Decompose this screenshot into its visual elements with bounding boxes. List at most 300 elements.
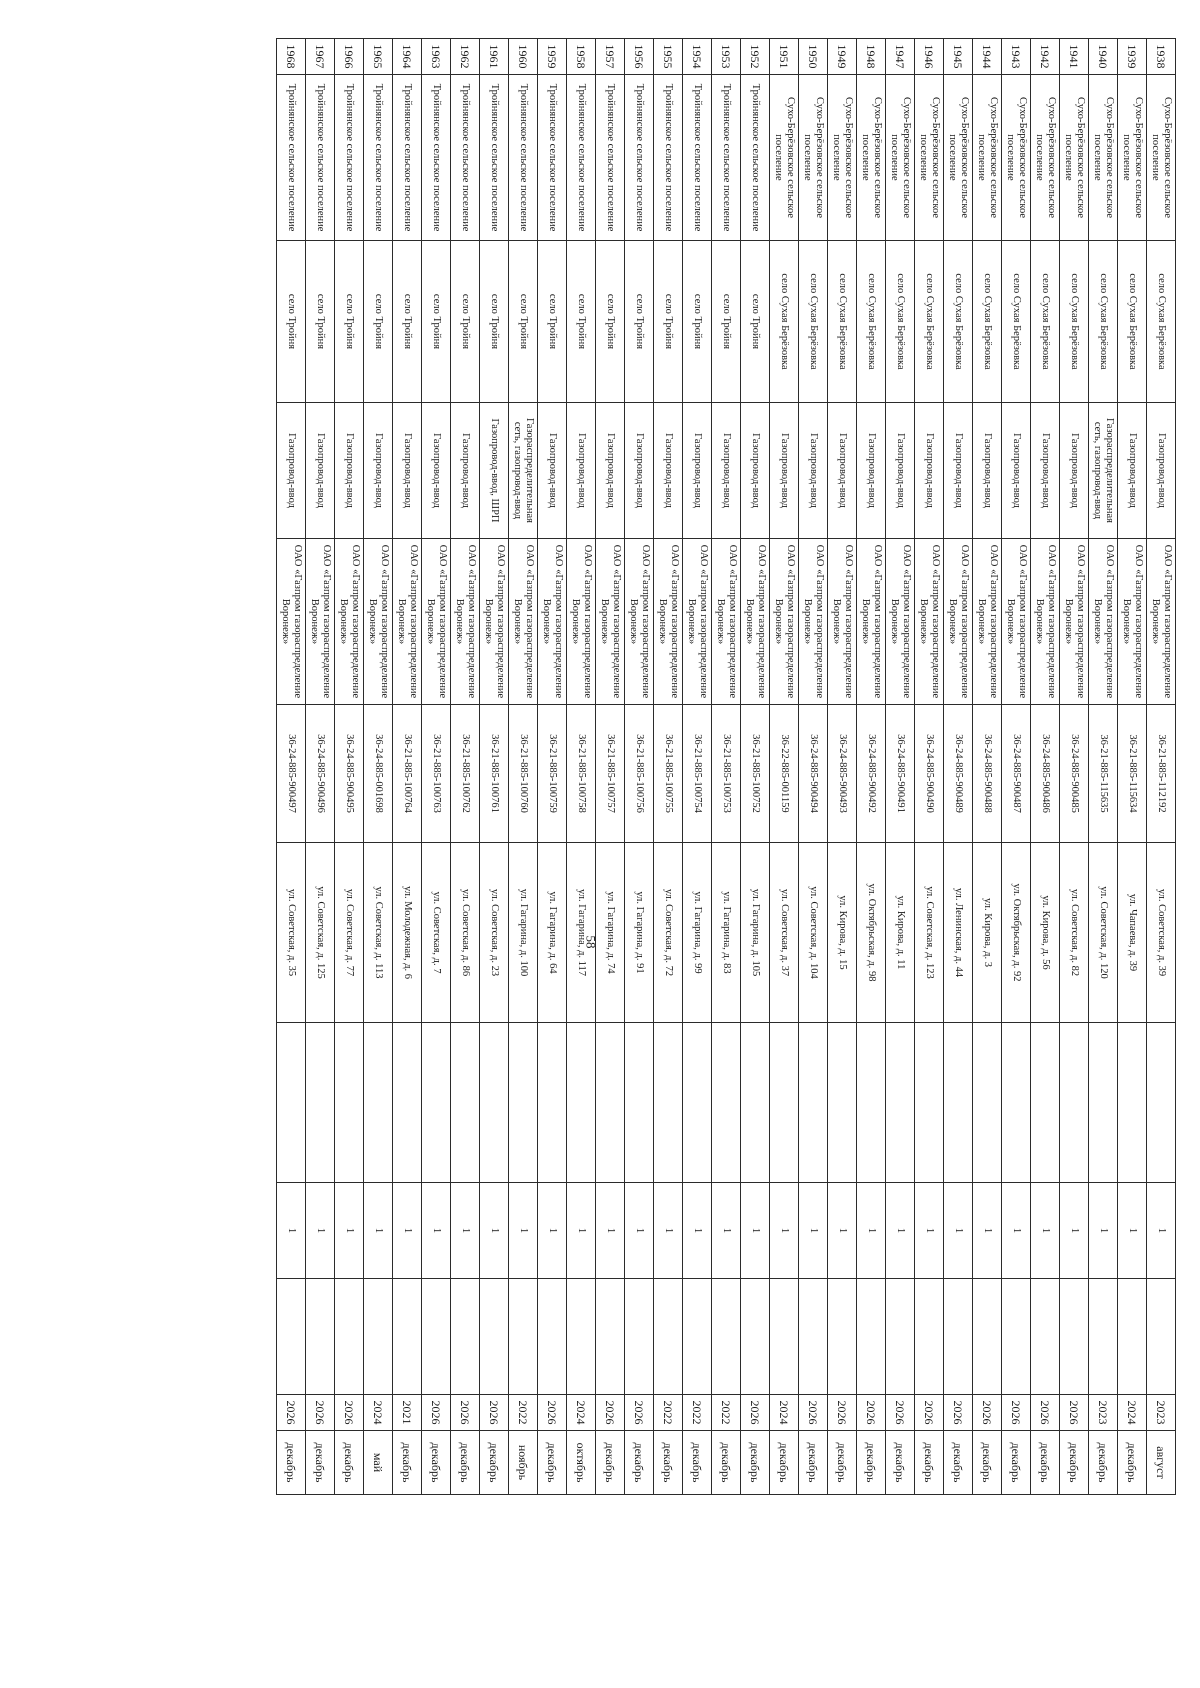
object-cell: Газопровод-ввод: [277, 403, 306, 539]
month-cell: декабрь: [1060, 1431, 1089, 1495]
owner-cell: ОАО «Газпром газораспределение Воронеж»: [306, 539, 335, 705]
address-cell: ул. Советская, д. 123: [915, 843, 944, 1023]
table-row: [393, 39, 422, 1495]
blank-cell: [1060, 1279, 1089, 1395]
table-row: [828, 39, 857, 1495]
row-number: 1943: [1002, 39, 1031, 75]
village-cell: село Тройня: [596, 241, 625, 403]
table-row: [1147, 39, 1176, 1495]
year-cell: 2026: [596, 1395, 625, 1431]
settlement-cell: Тройнянское сельское поселение: [683, 75, 712, 241]
blank-cell: [944, 1279, 973, 1395]
month-cell: декабрь: [451, 1431, 480, 1495]
year-cell: 2026: [538, 1395, 567, 1431]
row-number: 1955: [654, 39, 683, 75]
year-cell: 2026: [625, 1395, 654, 1431]
cadastral-number-cell: 36-24-885-900488: [973, 705, 1002, 843]
month-cell: декабрь: [1002, 1431, 1031, 1495]
table-row: [480, 39, 509, 1495]
extra-cell: [683, 1023, 712, 1183]
month-cell: декабрь: [277, 1431, 306, 1495]
settlement-cell: Тройнянское сельское поселение: [654, 75, 683, 241]
year-cell: 2026: [422, 1395, 451, 1431]
settlement-cell: Тройнянское сельское поселение: [335, 75, 364, 241]
object-cell: Газопровод-ввод: [770, 403, 799, 539]
owner-cell: ОАО «Газпром газораспределение Воронеж»: [857, 539, 886, 705]
cadastral-number-cell: 36-21-885-100757: [596, 705, 625, 843]
row-number: 1963: [422, 39, 451, 75]
object-cell: Газопровод-ввод: [1118, 403, 1147, 539]
village-cell: село Сухая Берёзовка: [973, 241, 1002, 403]
count-cell: 1: [1031, 1183, 1060, 1279]
table-row: [799, 39, 828, 1495]
settlement-cell: Тройнянское сельское поселение: [538, 75, 567, 241]
table-row: [596, 39, 625, 1495]
month-cell: октябрь: [567, 1431, 596, 1495]
table-row: [364, 39, 393, 1495]
cadastral-number-cell: 36-24-885-900490: [915, 705, 944, 843]
cadastral-number-cell: 36-24-885-900487: [1002, 705, 1031, 843]
row-number: 1954: [683, 39, 712, 75]
address-cell: ул. Гагарина, д. 117: [567, 843, 596, 1023]
month-cell: декабрь: [712, 1431, 741, 1495]
owner-cell: ОАО «Газпром газораспределение Воронеж»: [915, 539, 944, 705]
row-number: 1946: [915, 39, 944, 75]
object-cell: Газопровод-ввод: [422, 403, 451, 539]
object-cell: Газопровод-ввод: [683, 403, 712, 539]
address-cell: ул. Советская, д. 82: [1060, 843, 1089, 1023]
count-cell: 1: [944, 1183, 973, 1279]
extra-cell: [886, 1023, 915, 1183]
month-cell: декабрь: [915, 1431, 944, 1495]
count-cell: 1: [886, 1183, 915, 1279]
object-cell: Газопровод-ввод: [654, 403, 683, 539]
extra-cell: [712, 1023, 741, 1183]
village-cell: село Тройня: [335, 241, 364, 403]
count-cell: 1: [654, 1183, 683, 1279]
settlement-cell: Сухо-Берёзовское сельское поселение: [1147, 75, 1176, 241]
extra-cell: [1089, 1023, 1118, 1183]
blank-cell: [683, 1279, 712, 1395]
row-number: 1967: [306, 39, 335, 75]
owner-cell: ОАО «Газпром газораспределение Воронеж»: [451, 539, 480, 705]
blank-cell: [886, 1279, 915, 1395]
village-cell: село Сухая Берёзовка: [1060, 241, 1089, 403]
year-cell: 2022: [509, 1395, 538, 1431]
blank-cell: [422, 1279, 451, 1395]
village-cell: село Сухая Берёзовка: [799, 241, 828, 403]
count-cell: 1: [480, 1183, 509, 1279]
owner-cell: ОАО «Газпром газораспределение Воронеж»: [712, 539, 741, 705]
settlement-cell: Тройнянское сельское поселение: [712, 75, 741, 241]
row-number: 1953: [712, 39, 741, 75]
month-cell: декабрь: [944, 1431, 973, 1495]
settlement-cell: Сухо-Берёзовское сельское поселение: [770, 75, 799, 241]
cadastral-number-cell: 36-21-885-100752: [741, 705, 770, 843]
blank-cell: [770, 1279, 799, 1395]
month-cell: май: [364, 1431, 393, 1495]
blank-cell: [509, 1279, 538, 1395]
row-number: 1945: [944, 39, 973, 75]
table-row: [306, 39, 335, 1495]
year-cell: 2026: [741, 1395, 770, 1431]
cadastral-number-cell: 36-21-885-100756: [625, 705, 654, 843]
extra-cell: [654, 1023, 683, 1183]
address-cell: ул. Советская, д. 35: [277, 843, 306, 1023]
count-cell: 1: [335, 1183, 364, 1279]
year-cell: 2026: [1060, 1395, 1089, 1431]
village-cell: село Сухая Берёзовка: [857, 241, 886, 403]
blank-cell: [538, 1279, 567, 1395]
month-cell: декабрь: [1089, 1431, 1118, 1495]
object-cell: Газопровод-ввод: [306, 403, 335, 539]
owner-cell: ОАО «Газпром газораспределение Воронеж»: [944, 539, 973, 705]
year-cell: 2026: [973, 1395, 1002, 1431]
month-cell: декабрь: [480, 1431, 509, 1495]
extra-cell: [1031, 1023, 1060, 1183]
count-cell: 1: [799, 1183, 828, 1279]
month-cell: декабрь: [683, 1431, 712, 1495]
object-cell: Газопровод-ввод: [1031, 403, 1060, 539]
cadastral-number-cell: 36-24-885-900496: [306, 705, 335, 843]
object-cell: Газопровод-ввод: [567, 403, 596, 539]
cadastral-number-cell: 36-21-885-100760: [509, 705, 538, 843]
count-cell: 1: [277, 1183, 306, 1279]
month-cell: декабрь: [422, 1431, 451, 1495]
count-cell: 1: [973, 1183, 1002, 1279]
count-cell: 1: [741, 1183, 770, 1279]
village-cell: село Тройня: [712, 241, 741, 403]
blank-cell: [915, 1279, 944, 1395]
owner-cell: ОАО «Газпром газораспределение Воронеж»: [799, 539, 828, 705]
row-number: 1956: [625, 39, 654, 75]
month-cell: декабрь: [741, 1431, 770, 1495]
year-cell: 2023: [1147, 1395, 1176, 1431]
blank-cell: [625, 1279, 654, 1395]
extra-cell: [973, 1023, 1002, 1183]
cadastral-number-cell: 36-24-885-900485: [1060, 705, 1089, 843]
owner-cell: ОАО «Газпром газораспределение Воронеж»: [683, 539, 712, 705]
month-cell: декабрь: [799, 1431, 828, 1495]
year-cell: 2026: [1002, 1395, 1031, 1431]
month-cell: декабрь: [973, 1431, 1002, 1495]
owner-cell: ОАО «Газпром газораспределение Воронеж»: [1031, 539, 1060, 705]
address-cell: ул. Советская, д. 113: [364, 843, 393, 1023]
settlement-cell: Сухо-Берёзовское сельское поселение: [944, 75, 973, 241]
object-cell: Газопровод-ввод: [741, 403, 770, 539]
cadastral-number-cell: 36-21-885-100754: [683, 705, 712, 843]
month-cell: ноябрь: [509, 1431, 538, 1495]
settlement-cell: Тройнянское сельское поселение: [364, 75, 393, 241]
cadastral-number-cell: 36-21-885-100763: [422, 705, 451, 843]
address-cell: ул. Советская, д. 39: [1147, 843, 1176, 1023]
settlement-cell: Тройнянское сельское поселение: [480, 75, 509, 241]
village-cell: село Тройня: [277, 241, 306, 403]
count-cell: 1: [1002, 1183, 1031, 1279]
blank-cell: [393, 1279, 422, 1395]
owner-cell: ОАО «Газпром газораспределение Воронеж»: [509, 539, 538, 705]
month-cell: август: [1147, 1431, 1176, 1495]
village-cell: село Тройня: [654, 241, 683, 403]
table-row: [886, 39, 915, 1495]
object-cell: Газопровод-ввод: [886, 403, 915, 539]
owner-cell: ОАО «Газпром газораспределение Воронеж»: [741, 539, 770, 705]
cadastral-number-cell: 36-24-885-900495: [335, 705, 364, 843]
cadastral-number-cell: 36-21-885-115635: [1089, 705, 1118, 843]
settlement-cell: Тройнянское сельское поселение: [306, 75, 335, 241]
owner-cell: ОАО «Газпром газораспределение Воронеж»: [828, 539, 857, 705]
village-cell: село Сухая Берёзовка: [886, 241, 915, 403]
year-cell: 2024: [364, 1395, 393, 1431]
cadastral-number-cell: 36-21-885-100753: [712, 705, 741, 843]
object-cell: Газораспределительная сеть, газопровод-ввод: [1089, 403, 1118, 539]
table-row: [538, 39, 567, 1495]
cadastral-number-cell: 36-24-885-900494: [799, 705, 828, 843]
month-cell: декабрь: [857, 1431, 886, 1495]
extra-cell: [741, 1023, 770, 1183]
extra-cell: [422, 1023, 451, 1183]
extra-cell: [451, 1023, 480, 1183]
blank-cell: [654, 1279, 683, 1395]
address-cell: ул. Молодежная, д. 6: [393, 843, 422, 1023]
blank-cell: [1002, 1279, 1031, 1395]
settlement-cell: Тройнянское сельское поселение: [596, 75, 625, 241]
year-cell: 2026: [451, 1395, 480, 1431]
object-cell: Газопровод-ввод: [828, 403, 857, 539]
address-cell: ул. Советская, д. 7: [422, 843, 451, 1023]
object-cell: Газопровод-ввод: [1147, 403, 1176, 539]
year-cell: 2024: [567, 1395, 596, 1431]
blank-cell: [799, 1279, 828, 1395]
settlement-cell: Тройнянское сельское поселение: [625, 75, 654, 241]
blank-cell: [1089, 1279, 1118, 1395]
address-cell: ул. Гагарина, д. 100: [509, 843, 538, 1023]
row-number: 1957: [596, 39, 625, 75]
count-cell: 1: [1147, 1183, 1176, 1279]
address-cell: ул. Советская, д. 104: [799, 843, 828, 1023]
cadastral-number-cell: 36-24-885-900489: [944, 705, 973, 843]
table-row: [625, 39, 654, 1495]
address-cell: ул. Кирова, д. 11: [886, 843, 915, 1023]
object-cell: Газопровод-ввод: [451, 403, 480, 539]
village-cell: село Сухая Берёзовка: [1147, 241, 1176, 403]
count-cell: 1: [364, 1183, 393, 1279]
extra-cell: [596, 1023, 625, 1183]
settlement-cell: Сухо-Берёзовское сельское поселение: [799, 75, 828, 241]
table-row: [944, 39, 973, 1495]
village-cell: село Сухая Берёзовка: [1031, 241, 1060, 403]
village-cell: село Тройня: [741, 241, 770, 403]
object-cell: Газопровод-ввод: [1060, 403, 1089, 539]
blank-cell: [335, 1279, 364, 1395]
row-number: 1942: [1031, 39, 1060, 75]
owner-cell: ОАО «Газпром газораспределение Воронеж»: [625, 539, 654, 705]
count-cell: 1: [567, 1183, 596, 1279]
village-cell: село Сухая Берёзовка: [770, 241, 799, 403]
object-cell: Газопровод-ввод: [944, 403, 973, 539]
count-cell: 1: [1118, 1183, 1147, 1279]
row-number: 1958: [567, 39, 596, 75]
cadastral-number-cell: 36-21-885-115634: [1118, 705, 1147, 843]
month-cell: декабрь: [886, 1431, 915, 1495]
extra-cell: [799, 1023, 828, 1183]
village-cell: село Тройня: [567, 241, 596, 403]
blank-cell: [1118, 1279, 1147, 1395]
count-cell: 1: [712, 1183, 741, 1279]
cadastral-number-cell: 36-24-885-900497: [277, 705, 306, 843]
row-number: 1960: [509, 39, 538, 75]
cadastral-number-cell: 36-21-885-100764: [393, 705, 422, 843]
settlement-cell: Тройнянское сельское поселение: [567, 75, 596, 241]
row-number: 1939: [1118, 39, 1147, 75]
year-cell: 2024: [1118, 1395, 1147, 1431]
count-cell: 1: [683, 1183, 712, 1279]
blank-cell: [712, 1279, 741, 1395]
row-number: 1952: [741, 39, 770, 75]
object-cell: Газопровод-ввод: [393, 403, 422, 539]
year-cell: 2022: [683, 1395, 712, 1431]
object-cell: Газораспределительная сеть, газопровод-ввод: [509, 403, 538, 539]
cadastral-number-cell: 36-21-885-100759: [538, 705, 567, 843]
settlement-cell: Сухо-Берёзовское сельское поселение: [828, 75, 857, 241]
row-number: 1938: [1147, 39, 1176, 75]
cadastral-number-cell: 36-21-885-100762: [451, 705, 480, 843]
extra-cell: [770, 1023, 799, 1183]
owner-cell: ОАО «Газпром газораспределение Воронеж»: [538, 539, 567, 705]
village-cell: село Тройня: [393, 241, 422, 403]
count-cell: 1: [538, 1183, 567, 1279]
row-number: 1949: [828, 39, 857, 75]
village-cell: село Сухая Берёзовка: [828, 241, 857, 403]
village-cell: село Тройня: [538, 241, 567, 403]
extra-cell: [364, 1023, 393, 1183]
owner-cell: ОАО «Газпром газораспределение Воронеж»: [1002, 539, 1031, 705]
year-cell: 2022: [712, 1395, 741, 1431]
owner-cell: ОАО «Газпром газораспределение Воронеж»: [364, 539, 393, 705]
object-cell: Газопровод-ввод: [335, 403, 364, 539]
settlement-cell: Сухо-Берёзовское сельское поселение: [915, 75, 944, 241]
owner-cell: ОАО «Газпром газораспределение Воронеж»: [335, 539, 364, 705]
address-cell: ул. Кирова, д. 56: [1031, 843, 1060, 1023]
settlement-cell: Тройнянское сельское поселение: [451, 75, 480, 241]
settlement-cell: Тройнянское сельское поселение: [741, 75, 770, 241]
table-row: [451, 39, 480, 1495]
row-number: 1951: [770, 39, 799, 75]
year-cell: 2024: [770, 1395, 799, 1431]
extra-cell: [277, 1023, 306, 1183]
table-row: [567, 39, 596, 1495]
owner-cell: ОАО «Газпром газораспределение Воронеж»: [1118, 539, 1147, 705]
address-cell: ул. Гагарина, д. 64: [538, 843, 567, 1023]
count-cell: 1: [915, 1183, 944, 1279]
settlement-cell: Тройнянское сельское поселение: [509, 75, 538, 241]
blank-cell: [306, 1279, 335, 1395]
table-row: [741, 39, 770, 1495]
count-cell: 1: [451, 1183, 480, 1279]
year-cell: 2026: [828, 1395, 857, 1431]
owner-cell: ОАО «Газпром газораспределение Воронеж»: [1147, 539, 1176, 705]
count-cell: 1: [770, 1183, 799, 1279]
blank-cell: [1147, 1279, 1176, 1395]
address-cell: ул. Ленинская, д. 44: [944, 843, 973, 1023]
extra-cell: [335, 1023, 364, 1183]
month-cell: декабрь: [625, 1431, 654, 1495]
table-row: [857, 39, 886, 1495]
row-number: 1961: [480, 39, 509, 75]
table-row: [712, 39, 741, 1495]
table-row: [973, 39, 1002, 1495]
row-number: 1966: [335, 39, 364, 75]
extra-cell: [1147, 1023, 1176, 1183]
village-cell: село Тройня: [306, 241, 335, 403]
year-cell: 2026: [799, 1395, 828, 1431]
owner-cell: ОАО «Газпром газораспределение Воронеж»: [1060, 539, 1089, 705]
address-cell: ул. Октябрьская, д. 98: [857, 843, 886, 1023]
row-number: 1944: [973, 39, 1002, 75]
address-cell: ул. Советская, д. 125: [306, 843, 335, 1023]
row-number: 1959: [538, 39, 567, 75]
address-cell: ул. Чапаева, д. 39: [1118, 843, 1147, 1023]
extra-cell: [1060, 1023, 1089, 1183]
count-cell: 1: [596, 1183, 625, 1279]
settlement-cell: Сухо-Берёзовское сельское поселение: [1118, 75, 1147, 241]
cadastral-number-cell: 36-24-885-001698: [364, 705, 393, 843]
settlement-cell: Сухо-Берёзовское сельское поселение: [973, 75, 1002, 241]
address-cell: ул. Гагарина, д. 83: [712, 843, 741, 1023]
address-cell: ул. Гагарина, д. 99: [683, 843, 712, 1023]
owner-cell: ОАО «Газпром газораспределение Воронеж»: [973, 539, 1002, 705]
month-cell: декабрь: [828, 1431, 857, 1495]
blank-cell: [567, 1279, 596, 1395]
count-cell: 1: [422, 1183, 451, 1279]
village-cell: село Сухая Берёзовка: [1118, 241, 1147, 403]
cadastral-number-cell: 36-21-885-100761: [480, 705, 509, 843]
village-cell: село Сухая Берёзовка: [1089, 241, 1118, 403]
village-cell: село Тройня: [422, 241, 451, 403]
month-cell: декабрь: [335, 1431, 364, 1495]
table-row: [422, 39, 451, 1495]
table-body: [277, 39, 1176, 1495]
blank-cell: [973, 1279, 1002, 1395]
year-cell: 2026: [277, 1395, 306, 1431]
row-number: 1940: [1089, 39, 1118, 75]
count-cell: 1: [828, 1183, 857, 1279]
owner-cell: ОАО «Газпром газораспределение Воронеж»: [567, 539, 596, 705]
object-cell: Газопровод-ввод: [364, 403, 393, 539]
object-cell: Газопровод-ввод: [538, 403, 567, 539]
year-cell: 2026: [335, 1395, 364, 1431]
address-cell: ул. Советская, д. 86: [451, 843, 480, 1023]
address-cell: ул. Гагарина, д. 105: [741, 843, 770, 1023]
count-cell: 1: [1089, 1183, 1118, 1279]
address-cell: ул. Советская, д. 77: [335, 843, 364, 1023]
cadastral-number-cell: 36-21-885-112192: [1147, 705, 1176, 843]
settlement-cell: Сухо-Берёзовское сельское поселение: [1060, 75, 1089, 241]
year-cell: 2026: [480, 1395, 509, 1431]
address-cell: ул. Кирова, д. 3: [973, 843, 1002, 1023]
village-cell: село Сухая Берёзовка: [1002, 241, 1031, 403]
count-cell: 1: [625, 1183, 654, 1279]
table-row: [1118, 39, 1147, 1495]
row-number: 1950: [799, 39, 828, 75]
address-cell: ул. Кирова, д. 15: [828, 843, 857, 1023]
village-cell: село Тройня: [480, 241, 509, 403]
village-cell: село Тройня: [683, 241, 712, 403]
cadastral-number-cell: 36-24-885-900492: [857, 705, 886, 843]
month-cell: декабрь: [596, 1431, 625, 1495]
cadastral-number-cell: 36-21-885-100755: [654, 705, 683, 843]
blank-cell: [480, 1279, 509, 1395]
